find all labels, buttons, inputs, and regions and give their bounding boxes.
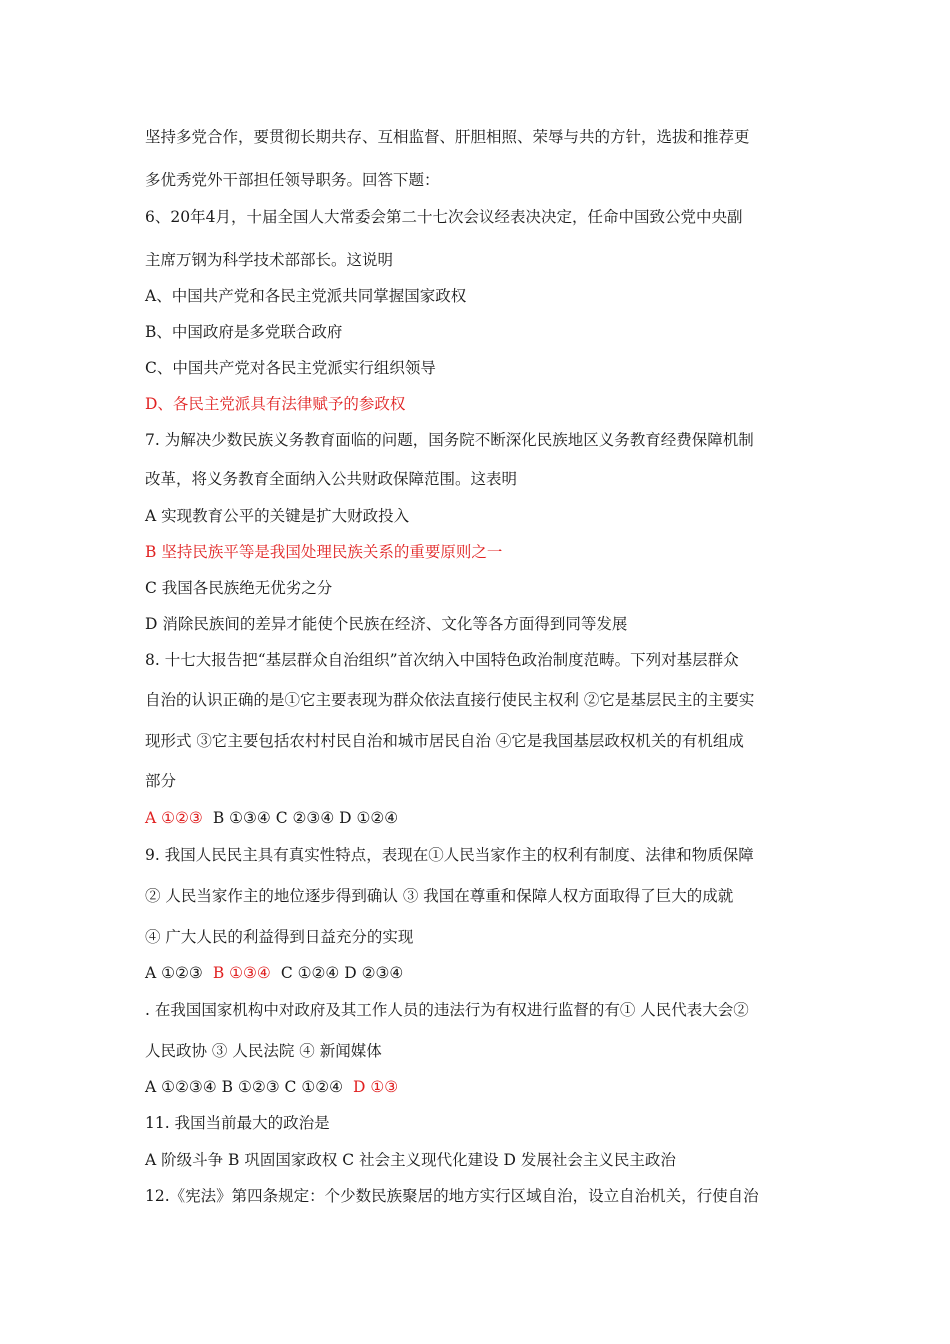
- question-11-stem: 11. 我国当前最大的政治是: [145, 1114, 330, 1132]
- question-9-answer-option-b: B ①③④: [212, 964, 271, 982]
- question-8-answer-option-a: A ①②③: [145, 809, 203, 827]
- question-8-stem: 部分: [145, 772, 177, 790]
- question-10-stem: 人民政协 ③ 人民法院 ④ 新闻媒体: [145, 1042, 382, 1060]
- question-9-options: [145, 963, 810, 983]
- question-8-stem: 自治的认识正确的是①它主要表现为群众依法直接行使民主权利 ②它是基层民主的主要实: [145, 691, 755, 709]
- question-6-stem: 6、20年4月，十届全国人大常委会第二十七次会议经表决决定，任命中国致公党中央副: [145, 208, 743, 226]
- question-12-stem: 12.《宪法》第四条规定：个少数民族聚居的地方实行区域自治，设立自治机关，行使自治: [145, 1187, 759, 1205]
- question-7-option-d: D 消除民族间的差异才能使个民族在经济、文化等各方面得到同等发展: [145, 615, 628, 633]
- question-9-stem: ② 人民当家作主的地位逐步得到确认 ③ 我国在尊重和保障人权方面取得了巨大的成就: [145, 887, 734, 905]
- question-7-stem: 7. 为解决少数民族义务教育面临的问题，国务院不断深化民族地区义务教育经费保障机制: [145, 431, 754, 449]
- question-6-option-b: B、中国政府是多党联合政府: [145, 323, 343, 341]
- question-11-options: A 阶级斗争 B 巩固国家政权 C 社会主义现代化建设 D 发展社会主义民主政治: [145, 1151, 676, 1169]
- question-8-options: [145, 808, 810, 828]
- question-7-option-c: C 我国各民族绝无优劣之分: [145, 579, 333, 597]
- question-7-stem: 改革，将义务教育全面纳入公共财政保障范围。这表明: [145, 470, 518, 488]
- question-10-answer-option-d: D ①③: [353, 1078, 399, 1096]
- paragraph-line: 坚持多党合作，要贯彻长期共存、互相监督、肝胆相照、荣辱与共的方针，选拔和推荐更: [145, 128, 750, 146]
- question-6-option-c: C、中国共产党对各民主党派实行组织领导: [145, 359, 436, 377]
- question-9-option-a: A ①②③: [145, 964, 203, 982]
- question-7-option-a: A 实现教育公平的关键是扩大财政投入: [145, 507, 410, 525]
- question-9-stem: ④ 广大人民的利益得到日益充分的实现: [145, 928, 414, 946]
- question-8-stem: 8. 十七大报告把“基层群众自治组织”首次纳入中国特色政治制度范畴。下列对基层群众: [145, 651, 739, 669]
- question-10-options: [145, 1077, 810, 1097]
- question-6-stem: 主席万钢为科学技术部部长。这说明: [145, 251, 394, 269]
- question-10-stem: . 在我国国家机构中对政府及其工作人员的违法行为有权进行监督的有① 人民代表大会②: [145, 1001, 749, 1019]
- question-8-stem: 现形式 ③它主要包括农村村民自治和城市居民自治 ④它是我国基层政权机关的有机组成: [145, 732, 744, 750]
- question-6-answer-option-d: D、各民主党派具有法律赋予的参政权: [145, 395, 406, 413]
- question-9-options-c-d: C ①②④ D ②③④: [280, 964, 404, 982]
- question-8-other-options: B ①③④ C ②③④ D ①②④: [212, 809, 399, 827]
- question-10-options-a-c: A ①②③④ B ①②③ C ①②④: [145, 1078, 344, 1096]
- paragraph-line: 多优秀党外干部担任领导职务。回答下题：: [145, 171, 440, 189]
- question-6-option-a: A、中国共产党和各民主党派共同掌握国家政权: [145, 287, 467, 305]
- question-7-answer-option-b: B 坚持民族平等是我国处理民族关系的重要原则之一: [145, 543, 503, 561]
- question-9-stem: 9. 我国人民民主具有真实性特点，表现在①人民当家作主的权利有制度、法律和物质保障: [145, 846, 754, 864]
